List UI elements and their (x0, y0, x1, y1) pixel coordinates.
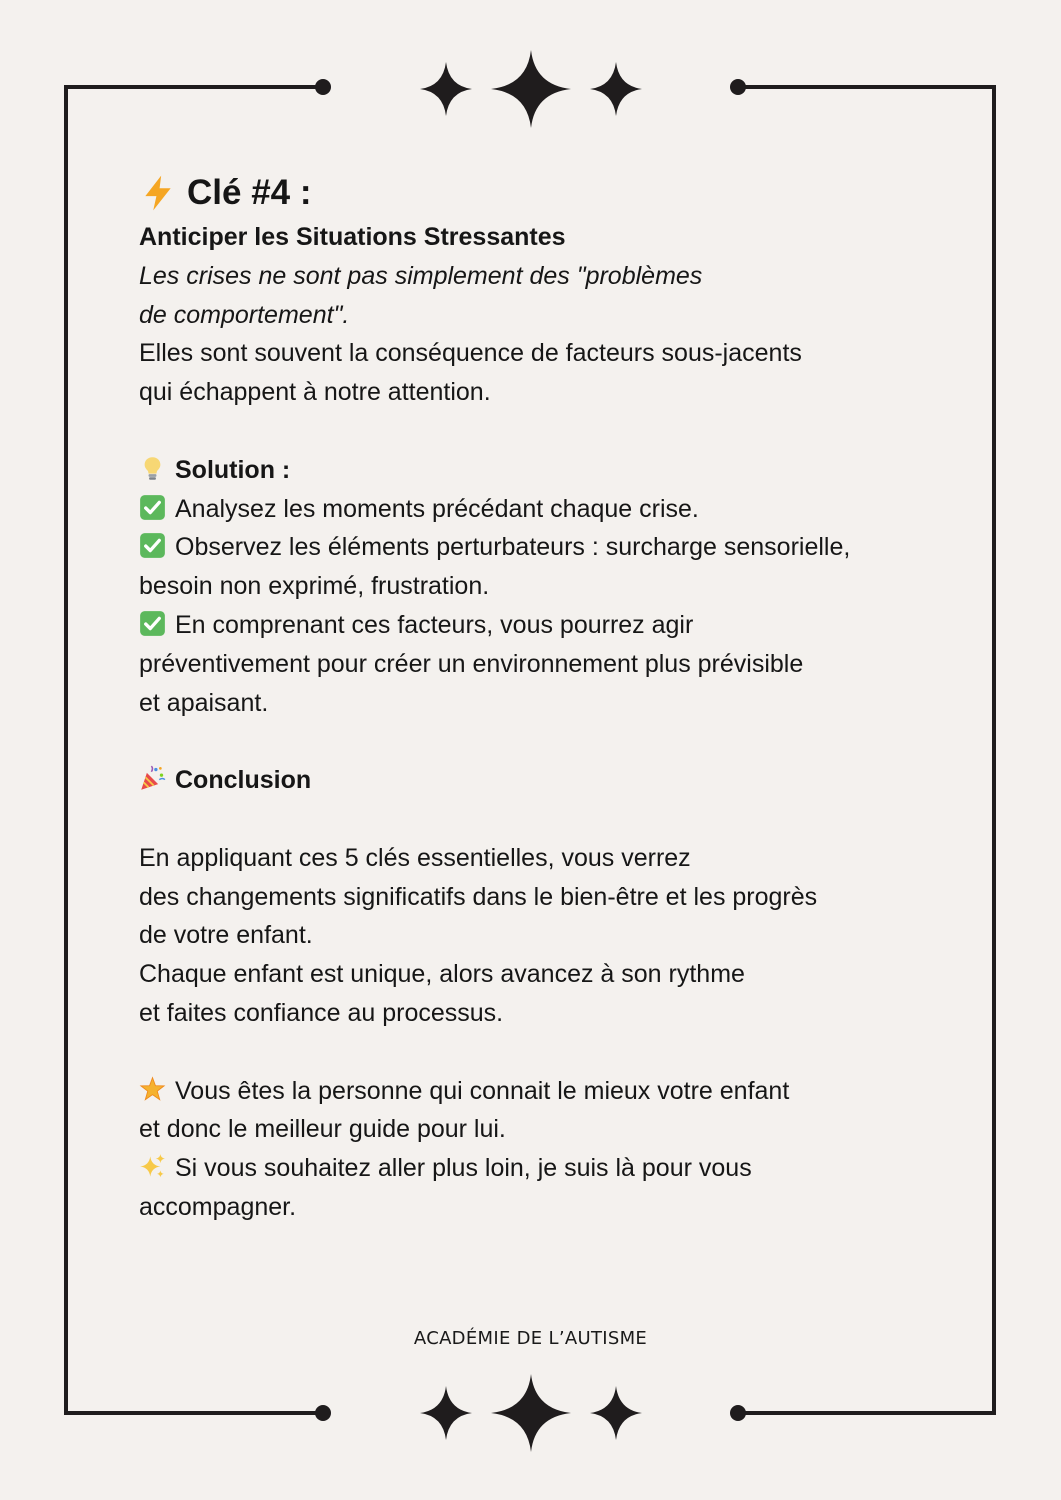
solution-item-1 (139, 490, 979, 529)
party-popper-icon (139, 765, 166, 792)
spacer (139, 412, 979, 451)
solution-item-3-line-3: et apaisant. (139, 688, 269, 717)
solution-item-2-line-1: Observez les éléments perturbateurs : surcharge sensorielle, (175, 533, 851, 562)
star-line (139, 1072, 979, 1111)
frame-dot-bottom-right (730, 1405, 746, 1421)
solution-heading-text: Solution : (175, 455, 291, 484)
conclusion-heading-text: Conclusion (175, 766, 312, 795)
solution-item-3 (139, 606, 979, 645)
sparkle-small-left (420, 1386, 472, 1440)
spacer (139, 1033, 979, 1072)
footer-brand: ACADÉMIE DE L’AUTISME (413, 1328, 648, 1349)
checkmark-icon (139, 494, 166, 521)
solution-item-1-line-1: Analysez les moments précédant chaque crise. (175, 494, 699, 523)
checkmark-icon (139, 532, 166, 559)
conclusion-line-5: et faites confiance au processus. (139, 998, 504, 1027)
sparkle-large-center (491, 50, 571, 128)
intro-italic-line-1: Les crises ne sont pas simplement des "problèmes (139, 261, 703, 290)
lightbulb-icon (139, 455, 166, 482)
sparkle-line (139, 1149, 979, 1188)
article-body (139, 168, 979, 1227)
sparkle-large-center (491, 1374, 571, 1452)
key-subtitle: Anticiper les Situations Stressantes (139, 223, 566, 251)
frame-dot-bottom-left (315, 1405, 331, 1421)
key-title (139, 168, 979, 218)
sparkle-small-left (420, 62, 472, 116)
key-title-text: Clé #4 : (187, 173, 312, 212)
sparkle-small-right (590, 62, 642, 116)
solution-item-2-line-2: besoin non exprimé, frustration. (139, 572, 490, 601)
conclusion-line-2: des changements significatifs dans le bien-être et les progrès (139, 882, 818, 911)
solution-item-3-line-1: En comprenant ces facteurs, vous pourrez agir (175, 610, 694, 639)
conclusion-line-4: Chaque enfant est unique, alors avancez à son rythme (139, 960, 745, 989)
sparkle-ornament-top (420, 50, 642, 128)
sparkle-small-right (590, 1386, 642, 1440)
star-line-2: et donc le meilleur guide pour lui. (139, 1115, 506, 1144)
conclusion-line-3: de votre enfant. (139, 921, 313, 950)
frame-dot-top-left (315, 79, 331, 95)
lightning-icon (139, 174, 177, 212)
sparkle-line-1: Si vous souhaitez aller plus loin, je suis là pour vous (175, 1154, 752, 1183)
intro-line-2: qui échappent à notre attention. (139, 378, 491, 407)
intro-line-1: Elles sont souvent la conséquence de facteurs sous-jacents (139, 339, 802, 368)
star-icon (139, 1076, 166, 1103)
spacer (139, 722, 979, 761)
sparkles-icon (139, 1153, 166, 1180)
sparkle-line-2: accompagner. (139, 1192, 297, 1221)
conclusion-line-1: En appliquant ces 5 clés essentielles, vous verrez (139, 843, 691, 872)
star-line-1: Vous êtes la personne qui connait le mieux votre enfant (175, 1076, 790, 1105)
sparkle-ornament-bottom (420, 1374, 642, 1452)
frame-dot-top-right (730, 79, 746, 95)
spacer (139, 800, 979, 839)
conclusion-heading (139, 761, 979, 800)
solution-item-3-line-2: préventivement pour créer un environnement plus prévisible (139, 649, 804, 678)
solution-heading (139, 451, 979, 490)
checkmark-icon (139, 610, 166, 637)
intro-italic-line-2: de comportement". (139, 300, 350, 329)
solution-item-2 (139, 528, 979, 567)
